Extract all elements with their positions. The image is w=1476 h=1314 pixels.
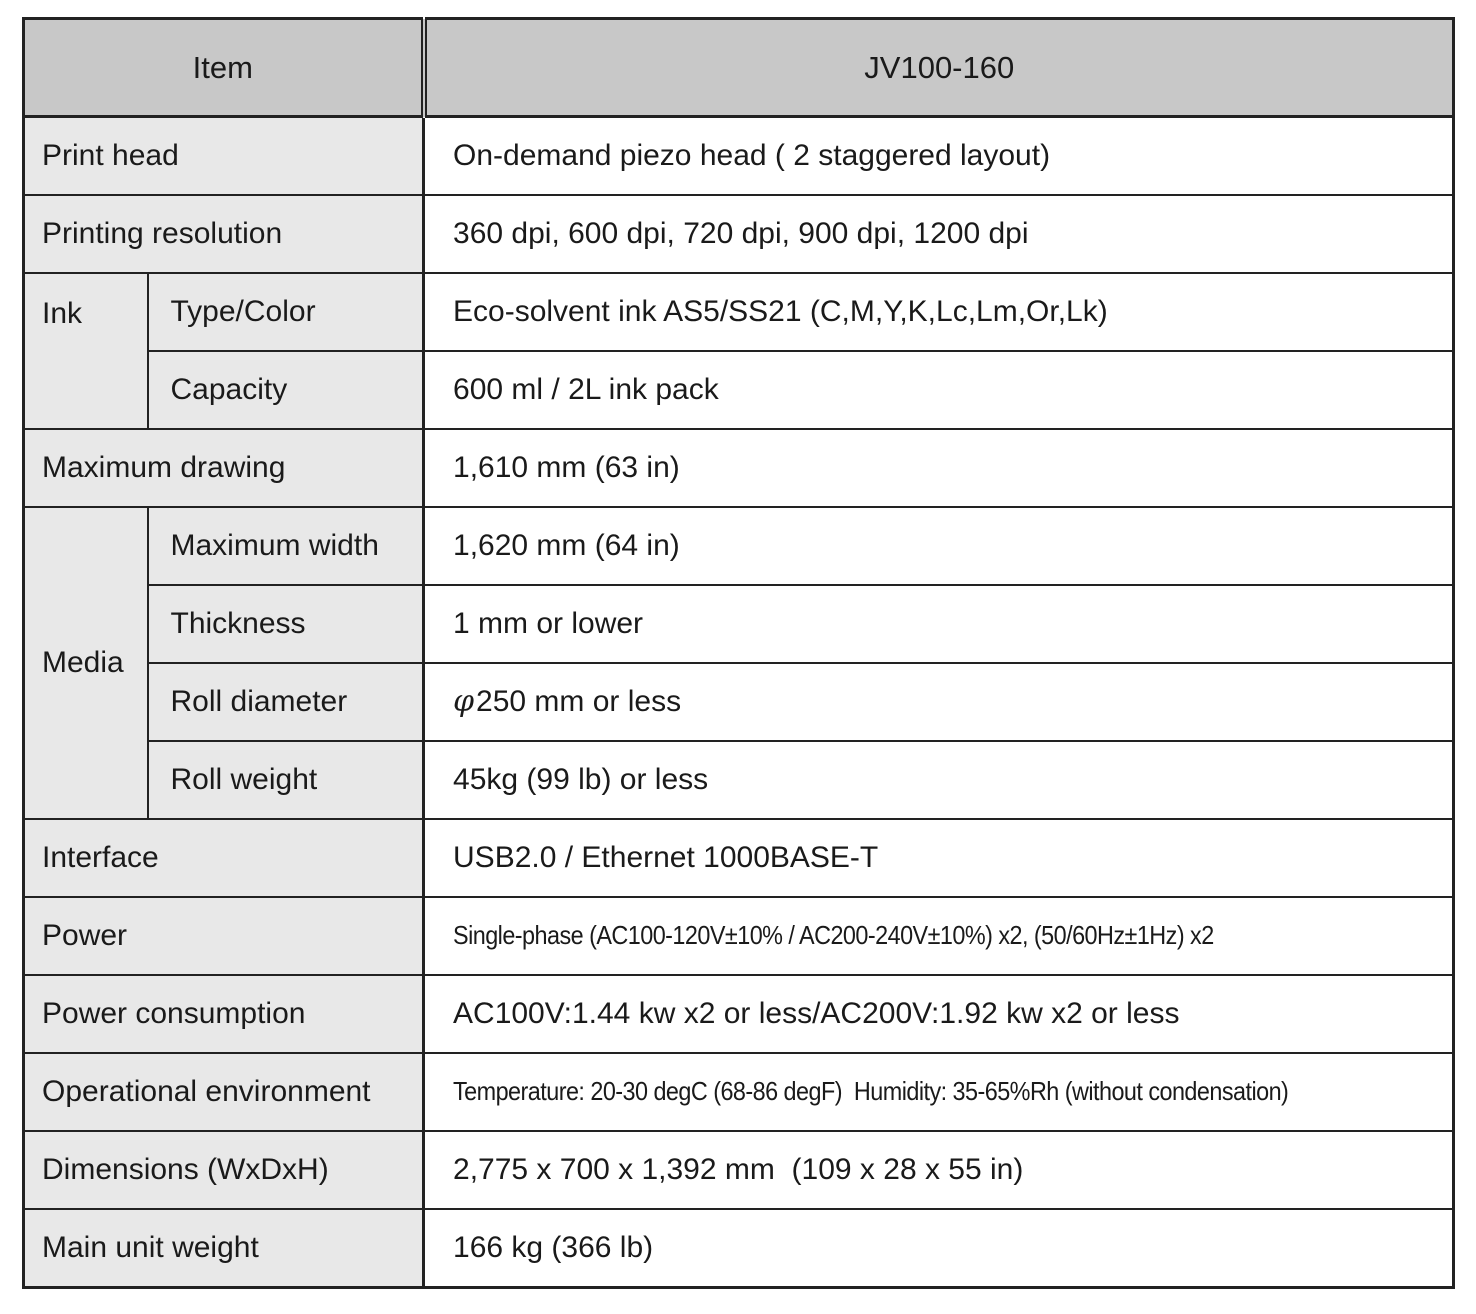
row-value-ink-type-color: Eco-solvent ink AS5/SS21 (C,M,Y,K,Lc,Lm,Or,Lk) — [424, 273, 1454, 351]
header-model: JV100-160 — [424, 19, 1454, 117]
table-row — [24, 819, 1454, 897]
header-item: Item — [24, 19, 424, 117]
table-row — [24, 507, 1454, 585]
row-label-main-unit-weight: Main unit weight — [24, 1209, 424, 1288]
row-value-main-unit-weight: 166 kg (366 lb) — [424, 1209, 1454, 1288]
row-value-media-thickness: 1 mm or lower — [424, 585, 1454, 663]
table-row — [24, 585, 1454, 663]
table-row — [24, 1131, 1454, 1209]
table-row — [24, 351, 1454, 429]
row-value-dimensions: 2,775 x 700 x 1,392 mm (109 x 28 x 55 in) — [424, 1131, 1454, 1209]
table-row — [24, 663, 1454, 741]
row-value-operational-environment — [424, 1053, 1454, 1131]
row-value-printing-resolution: 360 dpi, 600 dpi, 720 dpi, 900 dpi, 1200 dpi — [424, 195, 1454, 273]
row-value-media-roll-diameter — [424, 663, 1454, 741]
row-label-media-thickness: Thickness — [148, 585, 424, 663]
row-label-media-roll-weight: Roll weight — [148, 741, 424, 819]
row-label-operational-environment: Operational environment — [24, 1053, 424, 1131]
row-value-media-maximum-width: 1,620 mm (64 in) — [424, 507, 1454, 585]
table-row — [24, 975, 1454, 1053]
row-label-media-roll-diameter: Roll diameter — [148, 663, 424, 741]
row-value-ink-capacity: 600 ml / 2L ink pack — [424, 351, 1454, 429]
row-label-printing-resolution: Printing resolution — [24, 195, 424, 273]
table-row — [24, 897, 1454, 975]
row-label-print-head: Print head — [24, 117, 424, 196]
row-label-media-maximum-width: Maximum width — [148, 507, 424, 585]
table-header-row — [24, 19, 1454, 117]
table-row — [24, 1209, 1454, 1288]
table-row — [24, 1053, 1454, 1131]
row-value-media-roll-weight: 45kg (99 lb) or less — [424, 741, 1454, 819]
row-value-maximum-drawing: 1,610 mm (63 in) — [424, 429, 1454, 507]
row-label-interface: Interface — [24, 819, 424, 897]
table-row — [24, 429, 1454, 507]
roll-diameter-text: 250 mm or less — [476, 685, 682, 718]
table-row — [24, 117, 1454, 196]
diameter-symbol: φ — [453, 684, 475, 719]
spec-table — [22, 17, 1455, 1289]
power-text: Single-phase (AC100-120V±10% / AC200-240V±10%) x2, (50/60Hz±1Hz) x2 — [453, 920, 1214, 951]
row-label-power-consumption: Power consumption — [24, 975, 424, 1053]
row-label-maximum-drawing: Maximum drawing — [24, 429, 424, 507]
row-label-power: Power — [24, 897, 424, 975]
group-label-media: Media — [24, 507, 148, 819]
row-value-interface: USB2.0 / Ethernet 1000BASE-T — [424, 819, 1454, 897]
table-row — [24, 273, 1454, 351]
row-label-dimensions: Dimensions (WxDxH) — [24, 1131, 424, 1209]
group-label-ink: Ink — [24, 273, 148, 429]
row-value-power-consumption: AC100V:1.44 kw x2 or less/AC200V:1.92 kw x2 or less — [424, 975, 1454, 1053]
table-row — [24, 195, 1454, 273]
operational-environment-text: Temperature: 20-30 degC (68-86 degF) Humidity: 35-65%Rh (without condensation) — [453, 1076, 1289, 1107]
table-row — [24, 741, 1454, 819]
row-label-ink-type-color: Type/Color — [148, 273, 424, 351]
row-value-print-head: On-demand piezo head ( 2 staggered layout) — [424, 117, 1454, 196]
row-label-ink-capacity: Capacity — [148, 351, 424, 429]
row-value-power — [424, 897, 1454, 975]
